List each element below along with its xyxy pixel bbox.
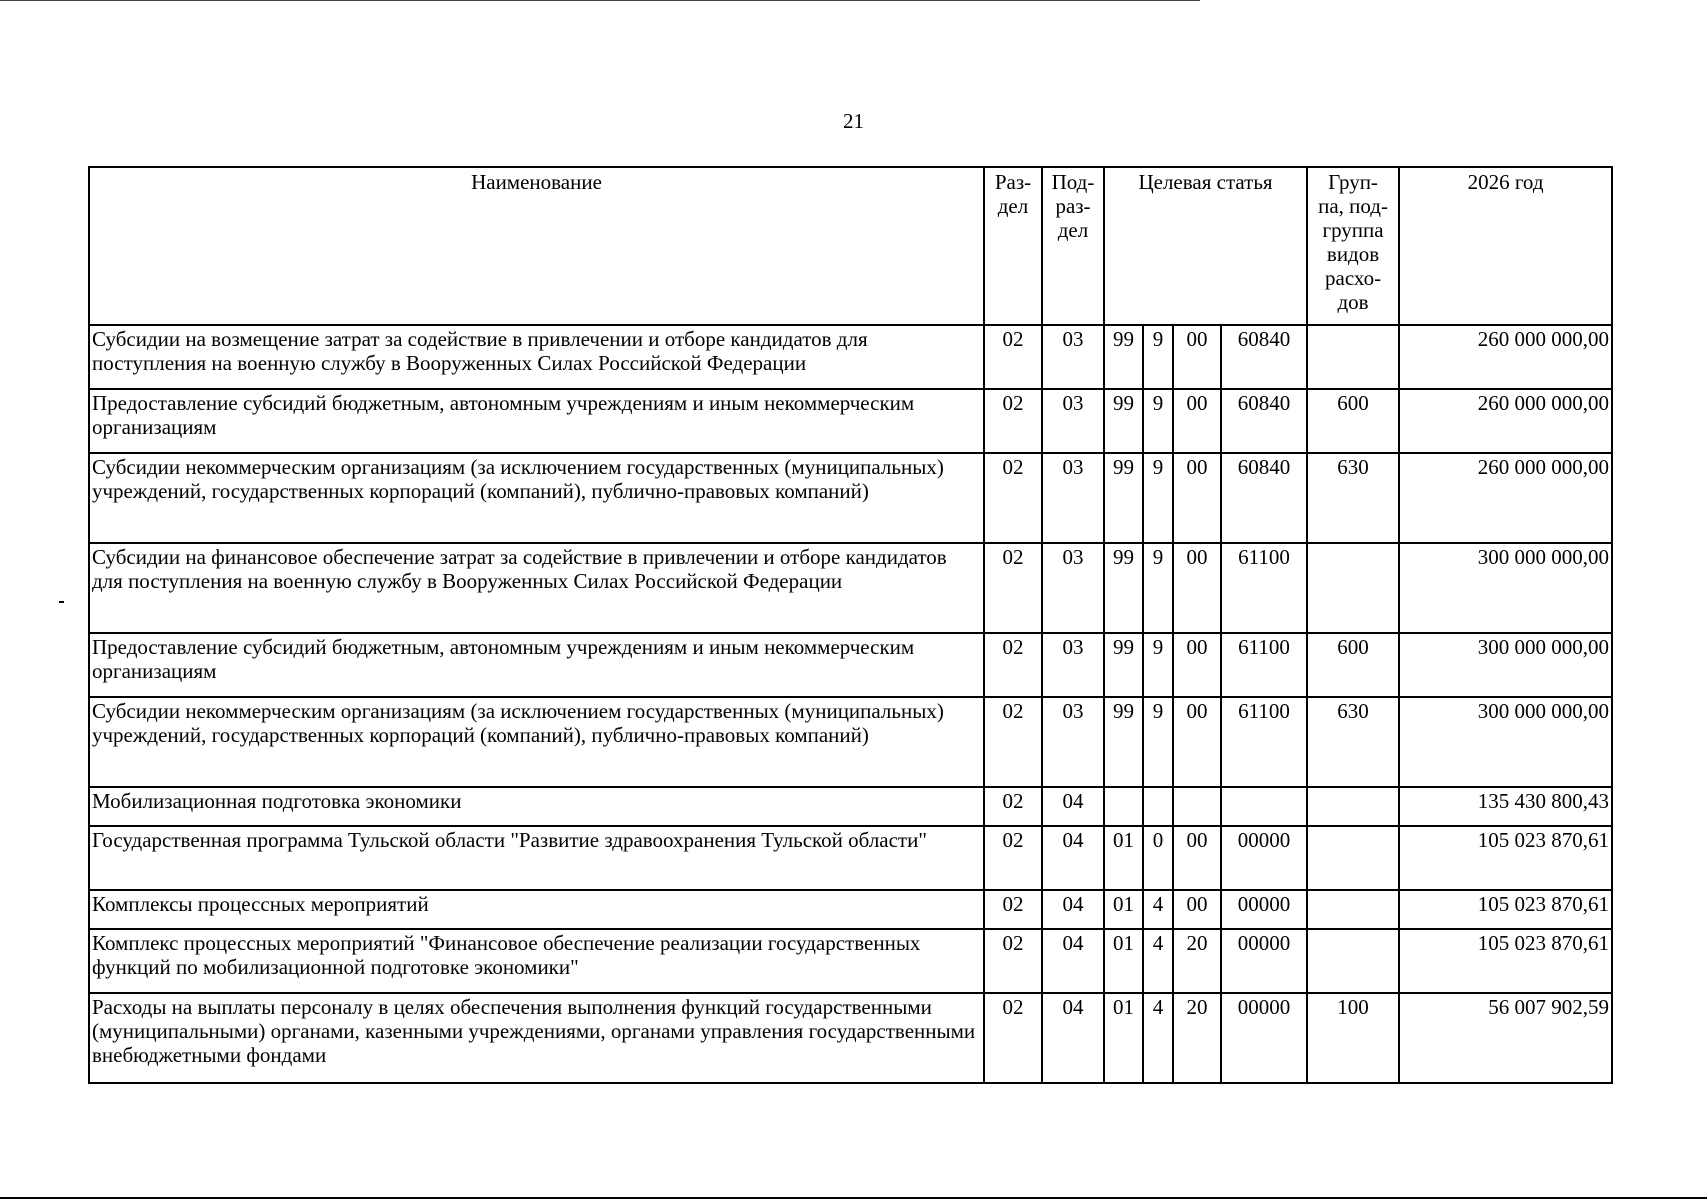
cell-name: Субсидии некоммерческим организациям (за исключением государственных (муниципальных) учреждений, государственных корпораций (компаний), публично-правовых компаний) — [89, 453, 984, 543]
cell-cs2: 4 — [1143, 993, 1173, 1083]
top-scan-rule — [0, 0, 1200, 1]
cell-cs2: 9 — [1143, 389, 1173, 453]
cell-amount: 260 000 000,00 — [1399, 453, 1612, 543]
table-row — [89, 389, 1612, 453]
cell-cs2: 9 — [1143, 543, 1173, 633]
cell-cs4: 00000 — [1221, 929, 1307, 993]
cell-cs1: 01 — [1104, 890, 1143, 929]
cell-name: Комплекс процессных мероприятий "Финансовое обеспечение реализации государственных функций по мобилизационной подготовке экономики" — [89, 929, 984, 993]
cell-cs2 — [1143, 787, 1173, 826]
cell-gruppa — [1307, 787, 1399, 826]
bottom-scan-rule — [0, 1197, 1707, 1199]
cell-cs2: 9 — [1143, 633, 1173, 697]
cell-name: Комплексы процессных мероприятий — [89, 890, 984, 929]
cell-cs4: 60840 — [1221, 325, 1307, 389]
cell-name: Мобилизационная подготовка экономики — [89, 787, 984, 826]
cell-razdel: 02 — [984, 453, 1042, 543]
cell-cs2: 0 — [1143, 826, 1173, 890]
cell-gruppa: 630 — [1307, 697, 1399, 787]
cell-amount: 105 023 870,61 — [1399, 826, 1612, 890]
cell-podrazdel: 04 — [1042, 890, 1104, 929]
table-row — [89, 543, 1612, 633]
table-row — [89, 787, 1612, 826]
cell-cs3: 00 — [1173, 325, 1221, 389]
table-row — [89, 697, 1612, 787]
table-row — [89, 929, 1612, 993]
table-row — [89, 325, 1612, 389]
cell-cs3: 00 — [1173, 543, 1221, 633]
cell-amount: 135 430 800,43 — [1399, 787, 1612, 826]
cell-cs1: 99 — [1104, 389, 1143, 453]
cell-podrazdel: 04 — [1042, 993, 1104, 1083]
header-razdel: Раз- дел — [984, 167, 1042, 325]
cell-cs3: 00 — [1173, 697, 1221, 787]
cell-razdel: 02 — [984, 389, 1042, 453]
cell-cs4: 60840 — [1221, 453, 1307, 543]
cell-cs4: 60840 — [1221, 389, 1307, 453]
cell-name: Расходы на выплаты персоналу в целях обеспечения выполнения функций государственными (муниципальными) органами, казенными учреждениями, органами управления государственными внебюджетными фондами — [89, 993, 984, 1083]
cell-gruppa — [1307, 890, 1399, 929]
cell-cs4 — [1221, 787, 1307, 826]
cell-cs3: 00 — [1173, 389, 1221, 453]
cell-gruppa: 600 — [1307, 389, 1399, 453]
cell-cs3: 00 — [1173, 890, 1221, 929]
table-row — [89, 890, 1612, 929]
cell-name: Государственная программа Тульской области "Развитие здравоохранения Тульской области" — [89, 826, 984, 890]
cell-amount: 300 000 000,00 — [1399, 697, 1612, 787]
cell-cs4: 00000 — [1221, 993, 1307, 1083]
cell-amount: 260 000 000,00 — [1399, 389, 1612, 453]
table-row — [89, 826, 1612, 890]
cell-razdel: 02 — [984, 697, 1042, 787]
cell-razdel: 02 — [984, 543, 1042, 633]
cell-name: Субсидии на финансовое обеспечение затрат за содействие в привлечении и отборе кандидатов для поступления на военную службу в Вооруженных Силах Российской Федерации — [89, 543, 984, 633]
cell-podrazdel: 03 — [1042, 325, 1104, 389]
cell-name: Предоставление субсидий бюджетным, автономным учреждениям и иным некоммерческим организациям — [89, 633, 984, 697]
cell-cs1: 01 — [1104, 826, 1143, 890]
table-body — [89, 325, 1612, 1083]
cell-cs1: 99 — [1104, 325, 1143, 389]
cell-gruppa — [1307, 929, 1399, 993]
cell-cs4: 00000 — [1221, 890, 1307, 929]
cell-gruppa — [1307, 543, 1399, 633]
cell-podrazdel: 03 — [1042, 453, 1104, 543]
cell-cs4: 61100 — [1221, 697, 1307, 787]
cell-gruppa — [1307, 826, 1399, 890]
cell-razdel: 02 — [984, 325, 1042, 389]
cell-amount: 105 023 870,61 — [1399, 890, 1612, 929]
cell-cs3: 00 — [1173, 826, 1221, 890]
cell-cs1: 99 — [1104, 543, 1143, 633]
cell-cs1: 99 — [1104, 633, 1143, 697]
cell-podrazdel: 03 — [1042, 389, 1104, 453]
cell-cs2: 4 — [1143, 929, 1173, 993]
cell-cs1: 01 — [1104, 929, 1143, 993]
table-row — [89, 993, 1612, 1083]
cell-cs3 — [1173, 787, 1221, 826]
cell-podrazdel: 03 — [1042, 697, 1104, 787]
cell-gruppa: 630 — [1307, 453, 1399, 543]
cell-podrazdel: 04 — [1042, 787, 1104, 826]
cell-razdel: 02 — [984, 787, 1042, 826]
cell-cs1: 01 — [1104, 993, 1143, 1083]
cell-name: Предоставление субсидий бюджетным, автономным учреждениям и иным некоммерческим организациям — [89, 389, 984, 453]
cell-podrazdel: 04 — [1042, 929, 1104, 993]
cell-gruppa: 600 — [1307, 633, 1399, 697]
cell-cs3: 20 — [1173, 993, 1221, 1083]
margin-mark — [59, 601, 64, 603]
cell-razdel: 02 — [984, 929, 1042, 993]
header-gruppa: Груп- па, под- группа видов расхо- дов — [1307, 167, 1399, 325]
cell-cs1: 99 — [1104, 697, 1143, 787]
cell-razdel: 02 — [984, 890, 1042, 929]
cell-amount: 300 000 000,00 — [1399, 633, 1612, 697]
cell-name: Субсидии на возмещение затрат за содействие в привлечении и отборе кандидатов для поступления на военную службу в Вооруженных Силах Российской Федерации — [89, 325, 984, 389]
table-row — [89, 633, 1612, 697]
cell-cs2: 9 — [1143, 325, 1173, 389]
cell-amount: 105 023 870,61 — [1399, 929, 1612, 993]
cell-amount: 56 007 902,59 — [1399, 993, 1612, 1083]
budget-table — [88, 166, 1613, 1084]
page-number: 21 — [843, 109, 864, 133]
table-row — [89, 453, 1612, 543]
cell-cs3: 20 — [1173, 929, 1221, 993]
cell-gruppa: 100 — [1307, 993, 1399, 1083]
cell-gruppa — [1307, 325, 1399, 389]
cell-cs3: 00 — [1173, 633, 1221, 697]
cell-cs1 — [1104, 787, 1143, 826]
cell-cs4: 61100 — [1221, 543, 1307, 633]
header-podrazdel: Под- раз- дел — [1042, 167, 1104, 325]
cell-cs2: 9 — [1143, 453, 1173, 543]
header-celevaya-statya: Целевая статья — [1104, 167, 1307, 325]
cell-name: Субсидии некоммерческим организациям (за исключением государственных (муниципальных) учреждений, государственных корпораций (компаний), публично-правовых компаний) — [89, 697, 984, 787]
cell-cs2: 9 — [1143, 697, 1173, 787]
cell-podrazdel: 04 — [1042, 826, 1104, 890]
table-header-row — [89, 167, 1612, 325]
cell-cs1: 99 — [1104, 453, 1143, 543]
cell-amount: 300 000 000,00 — [1399, 543, 1612, 633]
cell-cs4: 61100 — [1221, 633, 1307, 697]
header-year: 2026 год — [1399, 167, 1612, 325]
cell-cs2: 4 — [1143, 890, 1173, 929]
cell-razdel: 02 — [984, 826, 1042, 890]
cell-razdel: 02 — [984, 993, 1042, 1083]
cell-cs3: 00 — [1173, 453, 1221, 543]
cell-razdel: 02 — [984, 633, 1042, 697]
cell-amount: 260 000 000,00 — [1399, 325, 1612, 389]
cell-cs4: 00000 — [1221, 826, 1307, 890]
cell-podrazdel: 03 — [1042, 543, 1104, 633]
cell-podrazdel: 03 — [1042, 633, 1104, 697]
header-name: Наименование — [89, 167, 984, 325]
